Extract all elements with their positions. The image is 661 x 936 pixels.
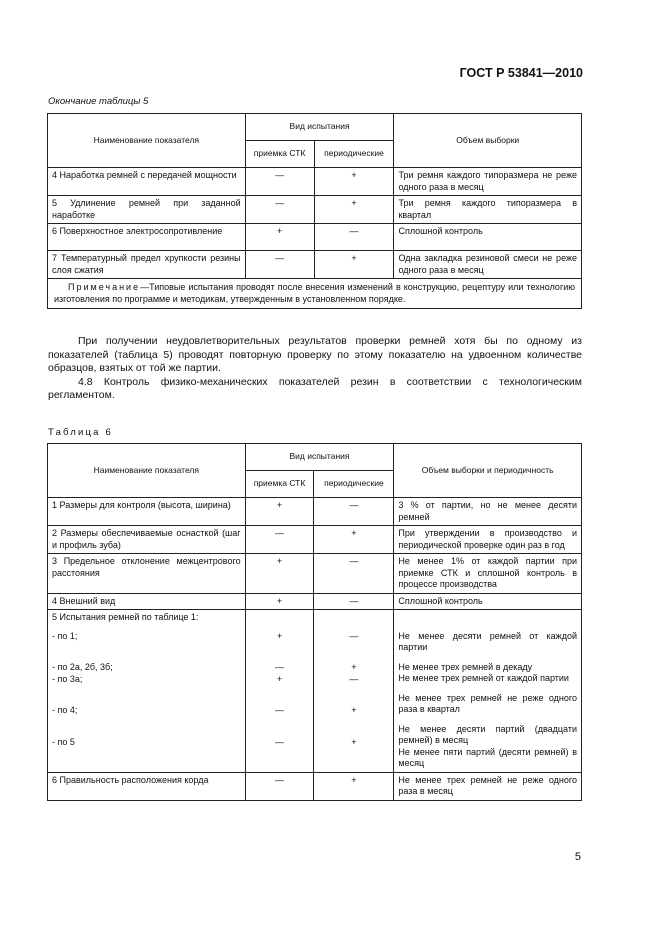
- body-text: [48, 335, 582, 403]
- note-label: Примечание: [68, 282, 141, 292]
- row-accept: +: [245, 593, 314, 610]
- paragraph: 4.8 Контроль физико-механических показателей резин в соответствии с технологическим регламентом.: [48, 375, 582, 401]
- table-row: [48, 772, 582, 800]
- row-sample: Три ремня каждого типоразмера не реже одного раза в месяц: [394, 168, 582, 196]
- row5-sub2a-name: - по 2а, 2б, 3б;: [52, 662, 113, 672]
- table-row: [48, 224, 582, 251]
- row-periodic: +: [314, 251, 394, 279]
- row5-sub2a-sample: Не менее трех ремней в декаду: [398, 661, 533, 672]
- table-row: [48, 554, 582, 594]
- row5-sub2a-periodic: +: [351, 662, 357, 672]
- row-accept: —: [245, 772, 314, 800]
- row-accept: —: [245, 526, 314, 554]
- table-row: [48, 168, 582, 196]
- row-accept: —: [245, 251, 314, 279]
- row-periodic: +: [314, 526, 394, 554]
- row-name: 5 Удлинение ремней при заданной наработке: [48, 196, 246, 224]
- row5-sub2a-accept: —: [275, 662, 285, 672]
- row-sample: При утверждении в производство и периодической проверке один раз в год: [394, 526, 582, 554]
- row-name: 6 Поверхностное электросопротивление: [48, 224, 246, 251]
- table-row: [48, 196, 582, 224]
- row-sample: Одна закладка резиновой смеси не реже одного раза в месяц: [394, 251, 582, 279]
- table5: [47, 113, 582, 309]
- row-name: 2 Размеры обеспечиваемые оснасткой (шаг и профиль зуба): [48, 526, 246, 554]
- row-accept: +: [245, 224, 314, 251]
- table6-header-sample: Объем выборки и периодичность: [394, 444, 582, 498]
- row-accept: —: [245, 196, 314, 224]
- row5-sub1-accept: +: [276, 630, 283, 641]
- row-name: 7 Температурный предел хрупкости резины слоя сжатия: [48, 251, 246, 279]
- row-accept: +: [245, 554, 314, 594]
- table5-header-test: Вид испытания: [245, 114, 394, 141]
- table5-header-accept: приемка СТК: [245, 141, 314, 168]
- table6-header-periodic: периодические: [314, 471, 394, 498]
- row5-sub2b-periodic: —: [349, 673, 359, 684]
- row5-sub2b-accept: +: [276, 673, 283, 684]
- table6-caption: Таблица 6: [48, 427, 113, 438]
- row5-sub3-periodic: +: [351, 705, 357, 715]
- note-text: —Типовые испытания проводят после внесения изменений в конструкцию, рецептуру или технологию изготовления по программе и методикам, утвержденным в установленном порядке.: [54, 282, 575, 304]
- row5-sub1-periodic: —: [349, 630, 359, 641]
- row-accept: +: [245, 498, 314, 526]
- row5-sub3-accept: —: [275, 705, 285, 715]
- row5-sub3-name: - по 4;: [52, 705, 78, 715]
- row5-sub1-sample: Не менее десяти ремней от каждой партии: [398, 630, 577, 652]
- table5-caption: Окончание таблицы 5: [48, 96, 149, 107]
- table6-header-accept: приемка СТК: [245, 471, 314, 498]
- row-periodic: —: [314, 224, 394, 251]
- row-name: 4 Внешний вид: [48, 593, 246, 610]
- table-row: [48, 610, 582, 773]
- row-periodic: +: [314, 168, 394, 196]
- table6-header-name: Наименование показателя: [48, 444, 246, 498]
- row5-title: 5 Испытания ремней по таблице 1:: [52, 612, 199, 622]
- table5-header-periodic: периодические: [314, 141, 394, 168]
- table5-header-sample: Объем выборки: [394, 114, 582, 168]
- row-periodic: —: [314, 593, 394, 610]
- row5-names: [48, 610, 246, 773]
- row5-sub2b-name: - по 3а;: [52, 673, 83, 684]
- row5-sub4-sample2: Не менее пяти партий (десяти ремней) в месяц: [398, 746, 577, 768]
- row5-sub4-sample: Не менее десяти партий (двадцати ремней) в месяц: [398, 723, 577, 745]
- row5-sub4-periodic: +: [351, 736, 357, 747]
- row5-sub1-name: - по 1;: [52, 630, 78, 641]
- row5-sub2b-sample: Не менее трех ремней от каждой партии: [398, 673, 569, 683]
- row-name: 1 Размеры для контроля (высота, ширина): [48, 498, 246, 526]
- row5-accept: [245, 610, 314, 773]
- row-sample: Не менее трех ремней не реже одного раза в месяц: [394, 772, 582, 800]
- row-periodic: +: [314, 196, 394, 224]
- table6: [47, 443, 582, 801]
- table-row: [48, 526, 582, 554]
- row-periodic: —: [314, 498, 394, 526]
- page-number: 5: [574, 851, 581, 863]
- table-row: [48, 251, 582, 279]
- row5-sub3-sample: Не менее трех ремней не реже одного раза в квартал: [398, 692, 577, 714]
- row-name: 3 Предельное отклонение межцентрового расстояния: [48, 554, 246, 594]
- row-sample: Сплошной контроль: [394, 593, 582, 610]
- paragraph: При получении неудовлетворительных результатов проверки ремней хотя бы по одному из показателей (таблица 5) проводят повторную проверку по этому показателю на удвоенном количестве образцов, взятых от той же партии.: [48, 335, 582, 374]
- table6-header-test: Вид испытания: [245, 444, 394, 471]
- row-accept: —: [245, 168, 314, 196]
- row-periodic: +: [314, 772, 394, 800]
- document-code: ГОСТ Р 53841—2010: [459, 66, 583, 80]
- table5-note: [48, 279, 582, 309]
- row-sample: Сплошной контроль: [394, 224, 582, 251]
- row5-sub4-name: - по 5: [52, 736, 75, 747]
- table-row: [48, 498, 582, 526]
- row-sample: Три ремня каждого типоразмера в квартал: [394, 196, 582, 224]
- table5-header-name: Наименование показателя: [48, 114, 246, 168]
- row-sample: Не менее 1% от каждой партии при приемке СТК и сплошной контроль в процессе производства: [394, 554, 582, 594]
- row5-sub4-accept: —: [275, 736, 285, 747]
- row5-periodic: [314, 610, 394, 773]
- row-name: 4 Наработка ремней с передачей мощности: [48, 168, 246, 196]
- row-periodic: —: [314, 554, 394, 594]
- table-row: [48, 593, 582, 610]
- row5-samples: [394, 610, 582, 773]
- row-name: 6 Правильность расположения корда: [48, 772, 246, 800]
- row-sample: 3 % от партии, но не менее десяти ремней: [394, 498, 582, 526]
